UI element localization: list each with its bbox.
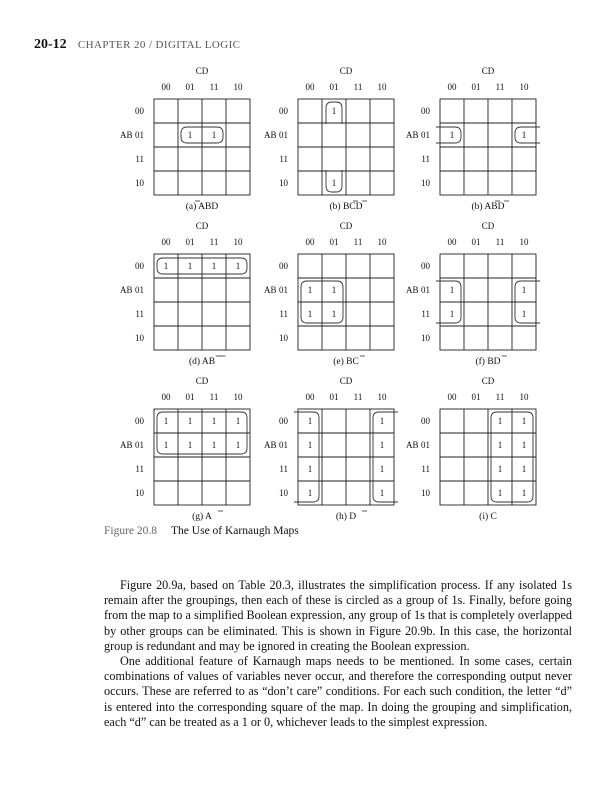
kmap-e [256, 221, 406, 371]
cell-one: 1 [307, 464, 313, 474]
col-variable-label: CD [195, 66, 209, 76]
col-variable-label: CD [481, 66, 495, 76]
row-code-label: 01 [135, 285, 144, 295]
col-code-label: 11 [353, 237, 363, 247]
col-code-label: 10 [519, 82, 529, 92]
col-variable-label: CD [339, 221, 353, 231]
row-variable-label: AB [264, 285, 277, 295]
col-code-label: 11 [495, 392, 505, 402]
row-code-label: 01 [135, 130, 144, 140]
row-code-label: 01 [279, 440, 288, 450]
row-code-label: 10 [135, 178, 144, 188]
row-variable-label: AB [406, 130, 419, 140]
map-caption: (i) C [479, 512, 497, 522]
cell-one: 1 [497, 416, 503, 426]
map-caption: (d) AB [188, 357, 216, 367]
col-code-label: 11 [209, 392, 219, 402]
col-code-label: 11 [353, 82, 363, 92]
col-code-label: 10 [233, 82, 243, 92]
row-code-label: 00 [421, 261, 430, 271]
col-code-label: 01 [329, 237, 339, 247]
cell-one: 1 [379, 416, 385, 426]
col-code-label: 11 [209, 82, 219, 92]
cell-one: 1 [187, 261, 193, 271]
row-code-label: 00 [421, 106, 430, 116]
cell-one: 1 [497, 440, 503, 450]
kmap-h-svg [256, 376, 406, 526]
row-variable-label: AB [120, 440, 133, 450]
kmap-g-svg [112, 376, 262, 526]
cell-one: 1 [307, 416, 313, 426]
cell-one: 1 [307, 285, 313, 295]
cell-one: 1 [449, 130, 455, 140]
col-code-label: 11 [495, 82, 505, 92]
col-variable-label: CD [481, 376, 495, 386]
cell-one: 1 [521, 309, 527, 319]
cell-one: 1 [187, 416, 193, 426]
col-code-label: 00 [161, 237, 171, 247]
col-code-label: 01 [471, 392, 481, 402]
body-text [104, 578, 572, 730]
row-code-label: 11 [279, 154, 288, 164]
row-code-label: 10 [279, 488, 288, 498]
cell-one: 1 [163, 416, 169, 426]
col-code-label: 00 [447, 82, 457, 92]
cell-one: 1 [307, 488, 313, 498]
row-code-label: 11 [135, 154, 144, 164]
col-code-label: 11 [495, 237, 505, 247]
col-code-label: 10 [519, 392, 529, 402]
kmap-a-svg [112, 66, 262, 216]
kmap-c [398, 66, 548, 216]
kmap-f [398, 221, 548, 371]
row-code-label: 11 [421, 309, 430, 319]
col-code-label: 00 [161, 392, 171, 402]
map-caption: (g) A [192, 512, 212, 522]
row-code-label: 10 [421, 178, 430, 188]
row-code-label: 10 [421, 488, 430, 498]
cell-one: 1 [331, 309, 337, 319]
cell-one: 1 [307, 309, 313, 319]
col-variable-label: CD [339, 376, 353, 386]
kmap-d-svg [112, 221, 262, 371]
row-code-label: 00 [279, 261, 288, 271]
map-caption: (a) ABD [185, 202, 219, 212]
cell-one: 1 [163, 261, 169, 271]
kmap-f-svg [398, 221, 548, 371]
row-code-label: 10 [421, 333, 430, 343]
row-code-label: 00 [421, 416, 430, 426]
col-code-label: 10 [233, 237, 243, 247]
cell-one: 1 [379, 440, 385, 450]
row-code-label: 11 [135, 309, 144, 319]
cell-one: 1 [331, 178, 337, 188]
col-code-label: 00 [305, 392, 315, 402]
col-code-label: 10 [377, 237, 387, 247]
col-code-label: 00 [305, 237, 315, 247]
cell-one: 1 [331, 285, 337, 295]
row-code-label: 00 [279, 416, 288, 426]
kmap-g [112, 376, 262, 526]
map-caption: (b) ABD [471, 202, 505, 212]
figure-title: The Use of Karnaugh Maps [171, 525, 299, 537]
col-variable-label: CD [195, 376, 209, 386]
col-code-label: 00 [161, 82, 171, 92]
kmap-e-svg [256, 221, 406, 371]
cell-one: 1 [211, 416, 217, 426]
col-code-label: 00 [447, 237, 457, 247]
kmap-b-svg [256, 66, 406, 216]
col-code-label: 01 [471, 237, 481, 247]
col-code-label: 01 [185, 392, 195, 402]
cell-one: 1 [449, 309, 455, 319]
row-code-label: 11 [421, 464, 430, 474]
col-variable-label: CD [195, 221, 209, 231]
col-code-label: 00 [305, 82, 315, 92]
cell-one: 1 [521, 488, 527, 498]
page-number: 20-12 [34, 37, 67, 52]
row-code-label: 11 [279, 309, 288, 319]
row-code-label: 00 [135, 416, 144, 426]
row-code-label: 11 [421, 154, 430, 164]
kmap-h [256, 376, 406, 526]
cell-one: 1 [211, 261, 217, 271]
kmap-c-svg [398, 66, 548, 216]
cell-one: 1 [497, 488, 503, 498]
cell-one: 1 [331, 106, 337, 116]
cell-one: 1 [449, 285, 455, 295]
kmap-i [398, 376, 548, 526]
col-code-label: 10 [377, 392, 387, 402]
row-variable-label: AB [264, 130, 277, 140]
row-variable-label: AB [264, 440, 277, 450]
col-variable-label: CD [481, 221, 495, 231]
col-code-label: 11 [353, 392, 363, 402]
cell-one: 1 [521, 285, 527, 295]
cell-one: 1 [307, 440, 313, 450]
row-variable-label: AB [120, 285, 133, 295]
cell-one: 1 [235, 261, 241, 271]
cell-one: 1 [521, 416, 527, 426]
col-code-label: 01 [329, 82, 339, 92]
cell-one: 1 [497, 464, 503, 474]
col-code-label: 01 [329, 392, 339, 402]
cell-one: 1 [521, 130, 527, 140]
row-code-label: 01 [135, 440, 144, 450]
row-code-label: 10 [279, 333, 288, 343]
row-code-label: 01 [279, 285, 288, 295]
row-code-label: 00 [279, 106, 288, 116]
cell-one: 1 [211, 440, 217, 450]
col-code-label: 10 [377, 82, 387, 92]
col-code-label: 01 [185, 237, 195, 247]
chapter-title: CHAPTER 20 / DIGITAL LOGIC [77, 39, 241, 51]
col-code-label: 10 [519, 237, 529, 247]
running-head [34, 36, 240, 53]
row-code-label: 11 [135, 464, 144, 474]
row-code-label: 00 [135, 261, 144, 271]
kmap-a [112, 66, 262, 216]
cell-one: 1 [235, 416, 241, 426]
map-caption: (e) BC [333, 357, 359, 367]
cell-one: 1 [379, 488, 385, 498]
figure-number: Figure 20.8 [104, 525, 158, 537]
col-code-label: 01 [185, 82, 195, 92]
map-caption: (b) BCD [329, 202, 363, 212]
cell-one: 1 [187, 130, 193, 140]
row-code-label: 01 [421, 440, 430, 450]
cell-one: 1 [521, 440, 527, 450]
kmap-i-svg [398, 376, 548, 526]
cell-one: 1 [521, 464, 527, 474]
cell-one: 1 [235, 440, 241, 450]
map-caption: (h) D [335, 512, 357, 522]
col-code-label: 00 [447, 392, 457, 402]
row-variable-label: AB [406, 285, 419, 295]
row-code-label: 01 [421, 130, 430, 140]
cell-one: 1 [379, 464, 385, 474]
paragraph: Figure 20.9a, based on Table 20.3, illustrates the simplification process. If any isolated 1s remain after the groupings, then each of these is circled as a group of 1s. Finally, before going from the map to a simplified Boolean expression, any group of 1s that is completely overlapped by other groups can be eliminated. This is shown in Figure 20.9b. In this case, the horizontal group is redundant and may be ignored in creating the Boolean expression. [104, 578, 572, 653]
row-variable-label: AB [406, 440, 419, 450]
row-code-label: 11 [279, 464, 288, 474]
cell-one: 1 [211, 130, 217, 140]
row-code-label: 01 [279, 130, 288, 140]
row-code-label: 01 [421, 285, 430, 295]
cell-one: 1 [187, 440, 193, 450]
kmap-b [256, 66, 406, 216]
kmap-d [112, 221, 262, 371]
row-code-label: 10 [279, 178, 288, 188]
row-variable-label: AB [120, 130, 133, 140]
row-code-label: 00 [135, 106, 144, 116]
paragraph: One additional feature of Karnaugh maps needs to be mentioned. In some cases, certain combinations of values of variables never occur, and therefore the corresponding output never occurs. These are referred to as “don’t care” conditions. For each such condition, the letter “d” is entered into the corresponding square of the map. In doing the grouping and simplification, each “d” can be treated as a 1 or 0, whichever leads to the simplest expression. [104, 654, 572, 729]
col-code-label: 01 [471, 82, 481, 92]
row-code-label: 10 [135, 333, 144, 343]
col-variable-label: CD [339, 66, 353, 76]
cell-one: 1 [163, 440, 169, 450]
figure-caption [104, 525, 299, 537]
col-code-label: 10 [233, 392, 243, 402]
map-caption: (f) BD [475, 357, 501, 367]
row-code-label: 10 [135, 488, 144, 498]
col-code-label: 11 [209, 237, 219, 247]
